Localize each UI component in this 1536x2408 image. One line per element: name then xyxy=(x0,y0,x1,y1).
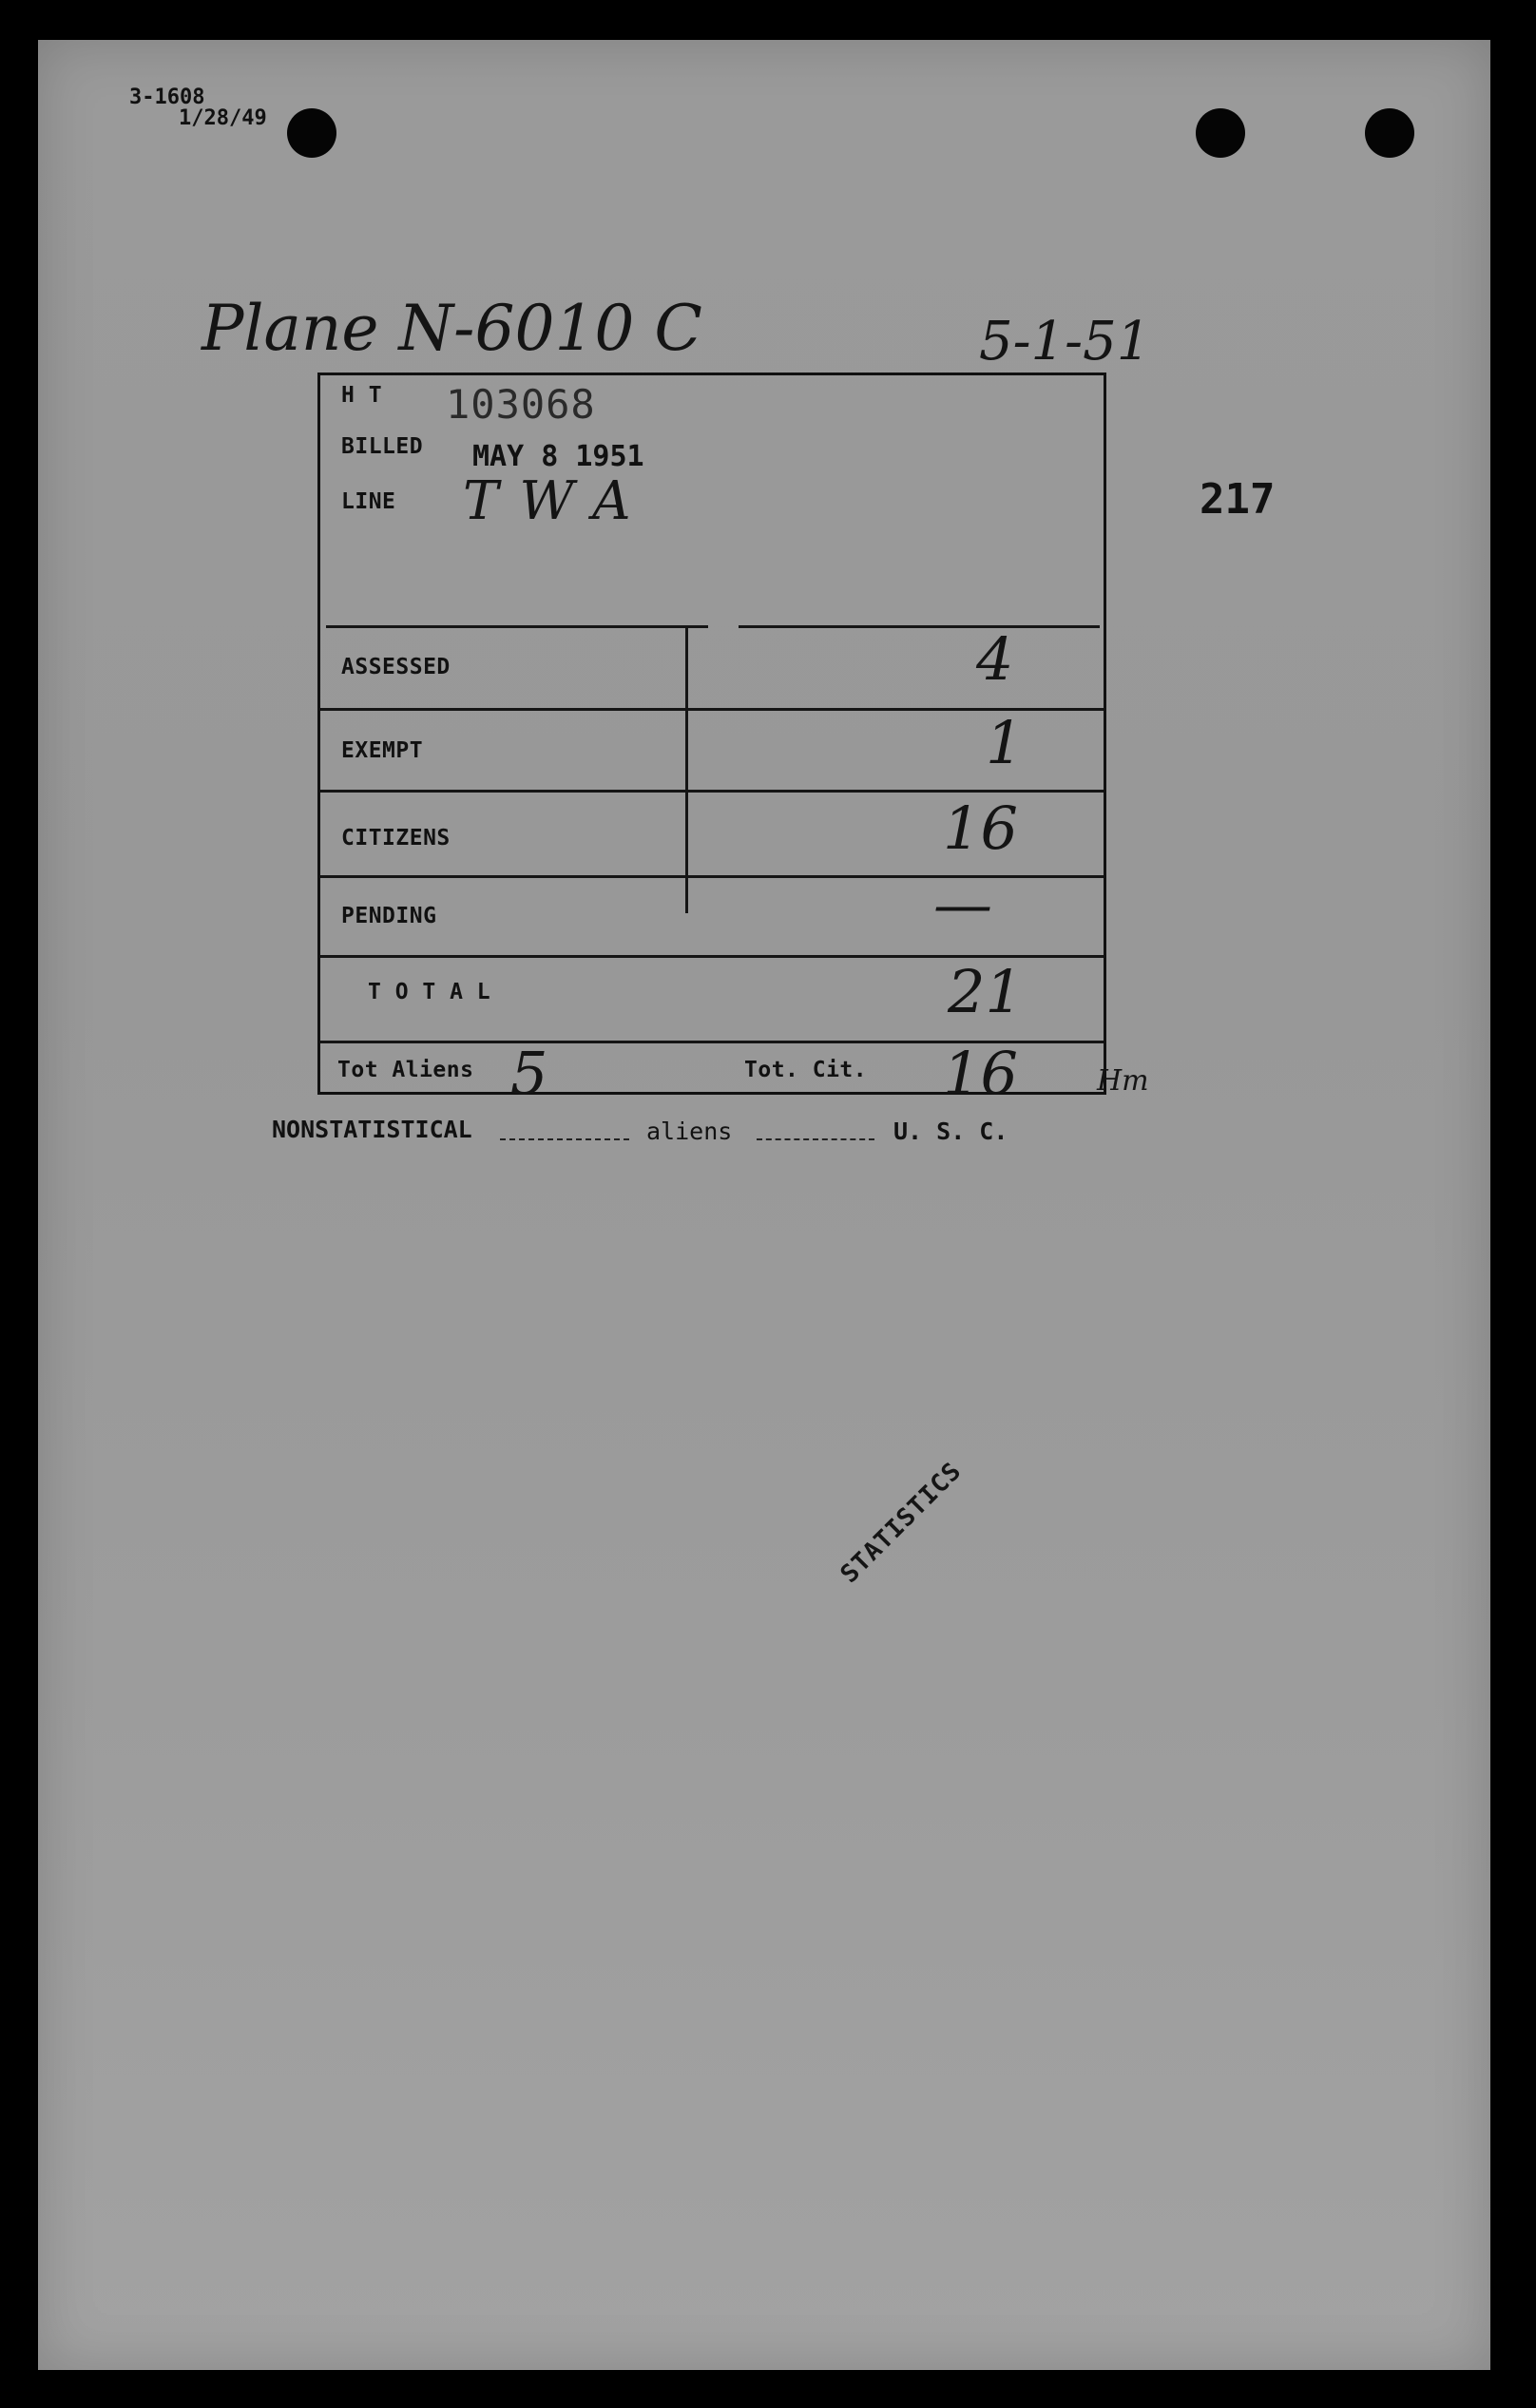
punch-hole-middle xyxy=(1196,108,1245,158)
ht-number: 103068 xyxy=(446,381,596,428)
plane-number: Plane N-6010 C xyxy=(202,292,702,365)
tot-cit-value: 16 xyxy=(943,1039,1018,1108)
citizens-value: 16 xyxy=(943,793,1018,863)
form-code-date: 1/28/49 xyxy=(179,106,267,130)
assessed-value: 4 xyxy=(976,624,1014,694)
aliens-label: aliens xyxy=(646,1118,733,1145)
total-label: T O T A L xyxy=(368,980,491,1004)
column-divider xyxy=(685,628,688,913)
billed-label: BILLED xyxy=(341,434,424,459)
form-code-number: 3-1608 xyxy=(129,86,205,109)
punch-hole-right xyxy=(1365,108,1414,158)
total-value: 21 xyxy=(948,957,1023,1026)
punch-hole-left xyxy=(287,108,336,158)
nonstatistical-blank-1 xyxy=(500,1138,629,1142)
ht-label: H T xyxy=(341,383,383,408)
form-code xyxy=(129,87,267,129)
exempt-value: 1 xyxy=(986,708,1024,777)
divider-top-left xyxy=(326,625,708,628)
tot-aliens-label: Tot Aliens xyxy=(337,1058,474,1082)
usc-label: U. S. C. xyxy=(893,1118,1008,1145)
row-line-2 xyxy=(320,790,1104,793)
assessed-label: ASSESSED xyxy=(341,655,451,679)
page-number: 217 xyxy=(1200,475,1276,524)
tally-form-box xyxy=(317,373,1106,1108)
line-label: LINE xyxy=(341,489,396,514)
billed-date: MAY 8 1951 xyxy=(472,440,644,473)
tot-aliens-value: 5 xyxy=(510,1039,548,1108)
tot-cit-label: Tot. Cit. xyxy=(744,1058,868,1082)
handwritten-date: 5-1-51 xyxy=(979,311,1151,373)
pending-label: PENDING xyxy=(341,904,437,928)
document-page xyxy=(38,40,1490,2370)
nonstatistical-blank-2 xyxy=(757,1138,874,1142)
nonstatistical-label: NONSTATISTICAL xyxy=(272,1116,472,1143)
initials: Hm xyxy=(1097,1064,1149,1098)
citizens-label: CITIZENS xyxy=(341,826,451,850)
line-value: TWA xyxy=(463,470,652,532)
divider-top-right xyxy=(739,625,1100,628)
pending-value: — xyxy=(933,870,992,939)
statistics-stamp: STATISTICS xyxy=(835,1457,968,1589)
exempt-label: EXEMPT xyxy=(341,738,424,763)
